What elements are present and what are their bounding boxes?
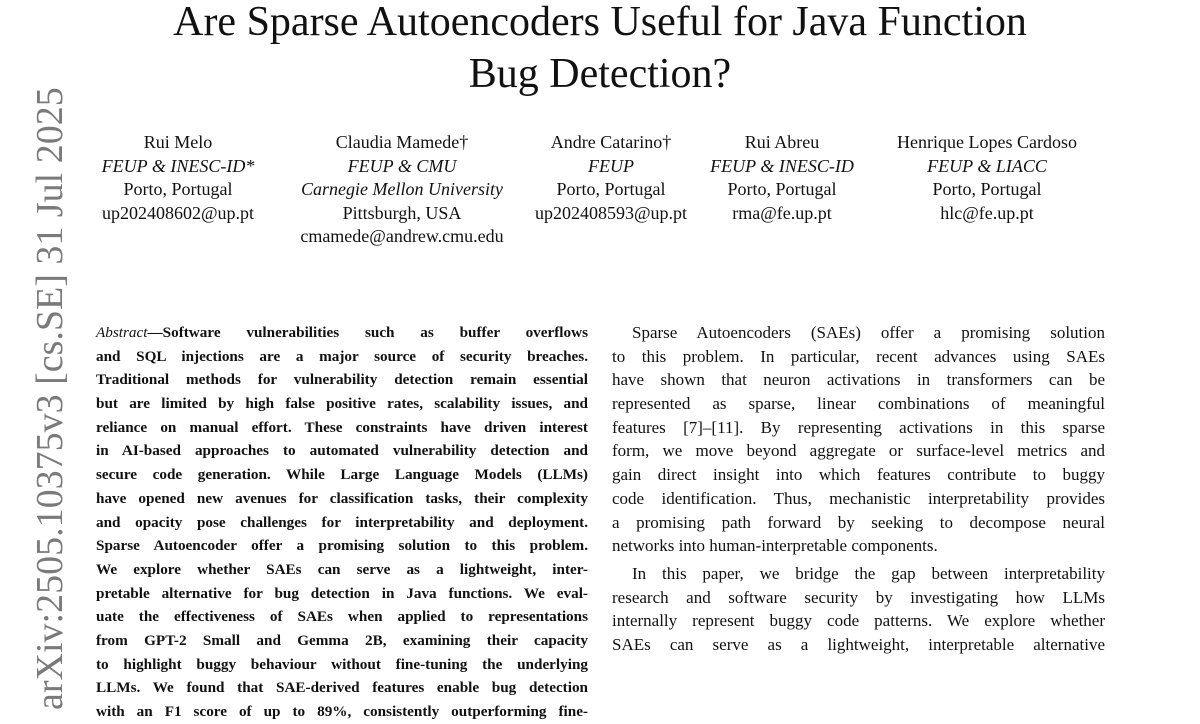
intro-line: code identification. Thus, mechanistic interpretability provides	[612, 488, 1105, 508]
author-name: Andre Catarino†	[550, 132, 672, 152]
author-location: Porto, Portugal	[932, 179, 1042, 199]
author-location: Porto, Portugal	[556, 179, 666, 199]
author-4	[696, 131, 868, 225]
author-email: hlc@fe.up.pt	[940, 202, 1034, 223]
author-affiliation: FEUP & CMU	[347, 155, 457, 176]
abstract-line-text: —Software vulnerabilities such as buffer overflows	[147, 324, 588, 341]
author-block	[0, 131, 1200, 261]
abstract	[96, 321, 588, 724]
author-3	[522, 131, 700, 225]
author-name: Rui Melo	[143, 132, 213, 152]
intro-line: Sparse Autoencoders (SAEs) offer a promising solution	[632, 323, 1105, 342]
intro-line: a promising path forward by seeking to decompose neural	[612, 512, 1105, 532]
author-affiliation: FEUP & INESC-ID	[710, 155, 854, 176]
author-name: Henrique Lopes Cardoso	[897, 132, 1077, 152]
author-email: cmamede@andrew.cmu.edu	[300, 226, 504, 246]
author-1	[100, 131, 256, 225]
abstract-line: and opacity pose challenges for interpretability and deployment.	[96, 513, 588, 531]
abstract-line: uate the effectiveness of SAEs when applied to representations	[96, 608, 588, 626]
author-location: Porto, Portugal	[727, 179, 837, 199]
arxiv-stamp	[26, 87, 74, 710]
intro-line: represented as sparse, linear combinations of meaningful	[612, 394, 1105, 414]
intro-line: networks into human-interpretable components.	[612, 536, 938, 556]
abstract-line: reliance on manual effort. These constraints have driven interest	[96, 418, 588, 436]
abstract-line: with an F1 score of up to 89%, consistently outperforming fine-	[96, 703, 588, 720]
intro-line: form, we move beyond aggregate or surface-level metrics and	[612, 441, 1105, 461]
author-affiliation: FEUP & LIACC	[927, 155, 1047, 176]
author-email: rma@fe.up.pt	[732, 202, 832, 223]
intro-line: gain direct insight into which features contribute to buggy	[612, 465, 1105, 485]
abstract-line	[96, 321, 588, 345]
author-location: Porto, Portugal	[123, 179, 233, 199]
author-name: Rui Abreu	[744, 132, 820, 152]
intro-line: to this problem. In particular, recent advances using SAEs	[612, 346, 1105, 366]
author-email: up202408602@up.pt	[101, 202, 255, 223]
abstract-line: in AI-based approaches to automated vulnerability detection and	[96, 442, 588, 460]
abstract-line: but are limited by high false positive rates, scalability issues, and	[96, 395, 588, 413]
author-location: Pittsburgh, USA	[342, 202, 462, 223]
abstract-line: and SQL injections are a major source of security breaches.	[96, 347, 588, 365]
abstract-line: secure code generation. While Large Language Models (LLMs)	[96, 466, 588, 484]
author-email: up202408593@up.pt	[534, 202, 688, 223]
intro-line: In this paper, we bridge the gap between interpretability	[632, 563, 1105, 583]
title-line-2: Bug Detection?	[468, 51, 732, 97]
author-2	[284, 131, 520, 249]
abstract-line: to highlight buggy behaviour without fine-tuning the underlying	[96, 655, 588, 673]
intro-line: SAEs can serve as a lightweight, interpretable alternative	[612, 634, 1105, 654]
abstract-line: We explore whether SAEs can serve as a lightweight, inter-	[96, 560, 588, 578]
title-line-1: Are Sparse Autoencoders Useful for Java Function	[173, 0, 1027, 45]
abstract-line: from GPT-2 Small and Gemma 2B, examining their capacity	[96, 631, 588, 649]
abstract-line: LLMs. We found that SAE-derived features enable bug detection	[96, 679, 588, 697]
intro-line: features [7]–[11]. By representing activations in this sparse	[612, 417, 1105, 437]
abstract-line: Traditional methods for vulnerability detection remain essential	[96, 371, 588, 389]
author-affiliation: FEUP	[588, 155, 634, 176]
abstract-line: have opened new avenues for classification tasks, their complexity	[96, 489, 588, 507]
introduction	[612, 321, 1105, 657]
paper-title	[0, 0, 1200, 100]
abstract-line: pretable alternative for bug detection in Java functions. We eval-	[96, 584, 588, 602]
intro-line: research and software security by investigating how LLMs	[612, 587, 1105, 607]
author-name: Claudia Mamede†	[335, 132, 469, 152]
abstract-label: Abstract	[96, 324, 148, 341]
intro-line: internally represent buggy code patterns. We explore whether	[612, 611, 1105, 631]
intro-line: have shown that neuron activations in transformers can be	[612, 370, 1105, 390]
author-affiliation: FEUP & INESC-ID*	[101, 155, 255, 176]
arxiv-stamp-text: arXiv:2505.10375v3 [cs.SE] 31 Jul 2025	[29, 87, 71, 710]
author-5	[868, 131, 1106, 225]
author-organization: Carnegie Mellon University	[301, 179, 503, 199]
abstract-line: Sparse Autoencoder offer a promising solution to this problem.	[96, 537, 588, 555]
